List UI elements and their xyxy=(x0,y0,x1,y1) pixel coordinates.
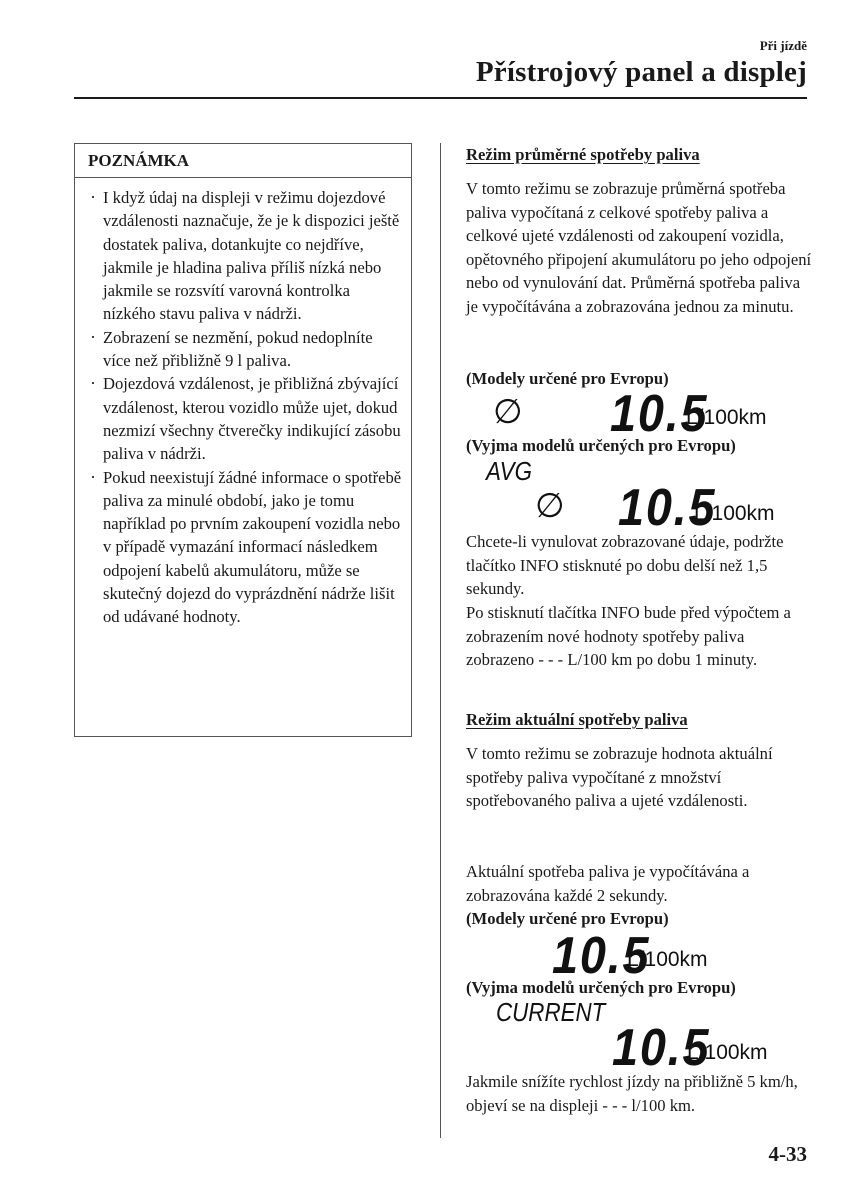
average-symbol-icon: ∅ xyxy=(493,393,523,431)
cur-label-non-eu: (Vyjma modelů určených pro Evropu) xyxy=(466,978,736,997)
note-box xyxy=(74,143,412,737)
avg-reset-text-2: Po stisknutí tlačítka INFO bude před výpočtem a zobrazením nové hodnoty spotřeby paliva zobrazeno - - - L/100 km po dobu 1 minuty. xyxy=(466,603,791,669)
avg-display-value-eu: 10.5 xyxy=(610,385,709,443)
avg-section-title: Režim průměrné spotřeby paliva xyxy=(466,145,700,164)
cur-display-value-eu: 10.5 xyxy=(552,927,651,985)
avg-intro: V tomto režimu se zobrazuje průměrná spotřeba paliva vypočítaná z celkové spotřeby paliva a celkové ujeté vzdálenosti od zakoupení vozidla, opětovného připojení akumulátoru po jeho odpojení nebo od vynulování dat. Průměrná spotřeba paliva je vypočítávána a zobrazována jednou za minutu. xyxy=(466,179,812,316)
cur-display-value-non-eu: 10.5 xyxy=(612,1019,711,1077)
section-label: Při jízdě xyxy=(759,38,807,53)
avg-display-unit-eu: L/100km xyxy=(686,406,767,429)
avg-display-unit-non-eu: L/100km xyxy=(694,502,775,525)
note-list xyxy=(75,178,411,629)
column-divider xyxy=(440,143,441,1138)
avg-display-tag: AVG xyxy=(486,456,532,486)
average-symbol-icon: ∅ xyxy=(535,487,565,525)
cur-display-unit-non-eu: L/100km xyxy=(687,1041,768,1064)
note-item: · I když údaj na displeji v režimu dojezdové vzdálenosti naznačuje, že je k dispozici ještě dostatek paliva, dotankujte co nejdříve, jakmile je hladina paliva příliš nízká nebo jakmile se rozsvítí varovná kontrolka nízkého stavu paliva v nádrži. xyxy=(89,186,403,326)
page-title: Přístrojový panel a displej xyxy=(475,56,807,88)
note-item: · Dojezdová vzdálenost, je přibližná zbývající vzdálenost, kterou vozidlo může ujet, dokud nezmizí všechny čtverečky indikující zásobu paliva v nádrži. xyxy=(89,372,403,465)
avg-label-eu: (Modely určené pro Evropu) xyxy=(466,369,669,388)
cur-outro: Jakmile snížíte rychlost jízdy na přibližně 5 km/h, objeví se na displeji - - - l/100 km. xyxy=(466,1072,798,1115)
cur-intro: V tomto režimu se zobrazuje hodnota aktuální spotřeby paliva vypočítané z množství spotřebovaného paliva a ujeté vzdálenosti. xyxy=(466,744,773,810)
cur-display-tag: CURRENT xyxy=(496,997,606,1027)
avg-display-value-non-eu: 10.5 xyxy=(618,479,717,537)
avg-label-non-eu: (Vyjma modelů určených pro Evropu) xyxy=(466,436,736,455)
cur-section-title: Režim aktuální spotřeby paliva xyxy=(466,710,688,729)
page-number: 4-33 xyxy=(768,1142,807,1166)
note-item: · Pokud neexistují žádné informace o spotřebě paliva za minulé období, jako je tomu například po prvním zakoupení vozidla nebo v případě vymazání informací následkem odpojení kabelů akumulátoru, může se skutečný dojezd do vyprázdnění nádrže lišit od udávané hodnoty. xyxy=(89,466,403,629)
header-divider xyxy=(74,97,807,99)
cur-label-eu: (Modely určené pro Evropu) xyxy=(466,909,669,928)
cur-display-unit-eu: L/100km xyxy=(627,948,708,971)
cur-intro-2: Aktuální spotřeba paliva je vypočítávána a zobrazována každé 2 sekundy. xyxy=(466,862,750,905)
note-item: · Zobrazení se nezmění, pokud nedoplníte více než přibližně 9 l paliva. xyxy=(89,326,403,373)
note-heading: POZNÁMKA xyxy=(75,144,411,178)
avg-reset-text: Chcete-li vynulovat zobrazované údaje, podržte tlačítko INFO stisknuté po dobu delší než 1,5 sekundy. xyxy=(466,532,784,598)
